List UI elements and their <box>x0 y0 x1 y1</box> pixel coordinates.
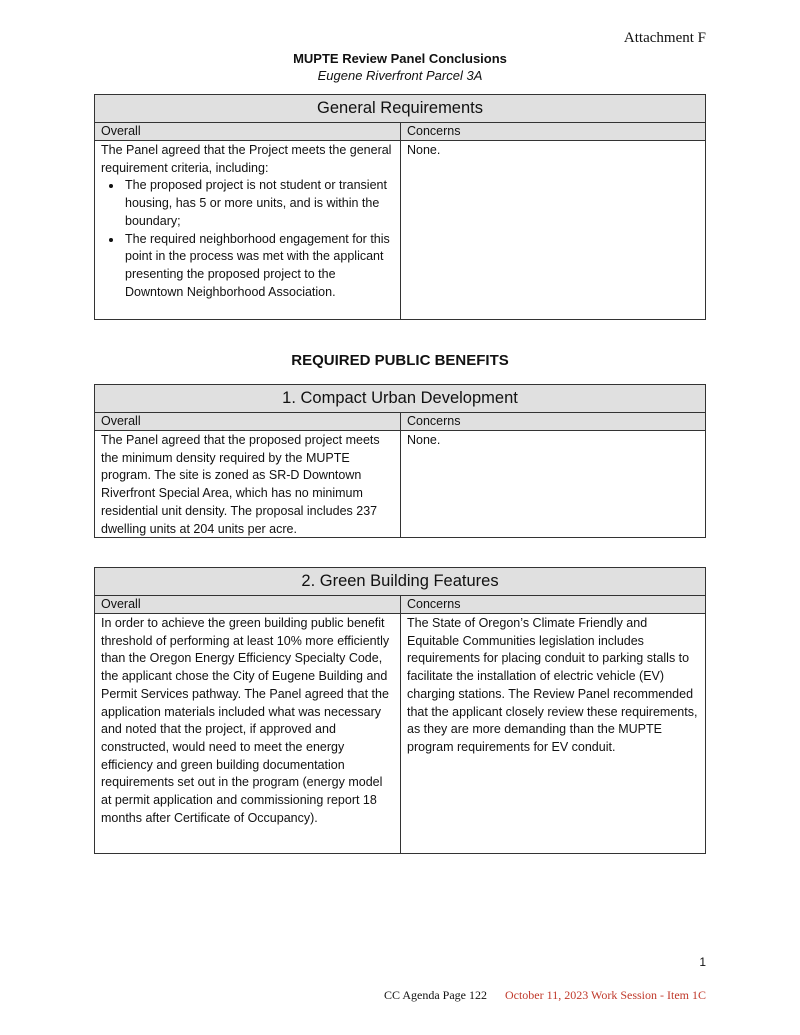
attachment-label: Attachment F <box>623 30 706 46</box>
general-requirements-table <box>94 94 706 320</box>
overall-column-label: Overall <box>95 123 401 140</box>
overall-column-label: Overall <box>95 413 401 430</box>
agenda-page-label: CC Agenda Page 122 <box>383 988 487 1002</box>
green-concerns-cell: The State of Oregon’s Climate Friendly and Equitable Communities legislation includes requirements for placing conduit to parking stalls to facilitate the installation of electric vehicle (EV) charging stations. The Review Panel recommended that the applicant closely review these requirements, as they are more demanding than the MUPTE program requirements for EV conduit. <box>407 616 698 754</box>
overall-column-label: Overall <box>95 596 401 613</box>
general-requirements-heading: General Requirements <box>95 95 705 123</box>
compact-overall-cell: The Panel agreed that the proposed project meets the minimum density required by the MUPTE program. The site is zoned as SR-D Downtown Riverfront Special Area, which has no minimum residential unit density. The proposal includes 237 dwelling units at 204 units per acre. <box>95 431 401 538</box>
green-overall-cell: In order to achieve the green building public benefit threshold of performing at least 10% more efficiently than the Oregon Energy Efficiency Specialty Code, the applicant chose the City of Eugene Building and Permit Services pathway. The Panel agreed that the application materials included what was necessary and noted that the project, if approved and constructed, would need to meet the energy efficiency and green building documentation requirements set out in the program (energy model at permit application and commissioning report 18 months after Certificate of Occupancy). <box>95 614 401 854</box>
green-building-features-body <box>95 614 705 854</box>
compact-urban-development-table <box>94 384 706 538</box>
work-session-label: October 11, 2023 Work Session - Item 1C <box>504 988 706 1002</box>
page-footer <box>384 988 706 1003</box>
list-item: • The proposed project is not student or transient housing, has 5 or more units, and is within the boundary; <box>123 177 394 230</box>
document-title-block <box>0 50 800 85</box>
column-header-row <box>95 596 705 614</box>
column-header-row <box>95 413 705 431</box>
section-heading: REQUIRED PUBLIC BENEFITS <box>291 352 509 369</box>
document-subtitle: Eugene Riverfront Parcel 3A <box>317 68 483 83</box>
concerns-column-label: Concerns <box>407 124 461 138</box>
general-concerns-cell: None. <box>407 143 441 157</box>
general-overall-intro: The Panel agreed that the Project meets the general requirement criteria, including: <box>101 143 392 175</box>
general-overall-cell <box>95 141 401 320</box>
green-building-features-heading: 2. Green Building Features <box>95 568 705 596</box>
concerns-column-label: Concerns <box>407 414 461 428</box>
green-building-features-table <box>94 567 706 854</box>
compact-urban-development-heading: 1. Compact Urban Development <box>95 385 705 413</box>
page-number: 1 <box>699 955 706 969</box>
list-item: • The required neighborhood engagement for this point in the process was met with the applicant presenting the proposed project to the Downtown Neighborhood Association. <box>123 231 394 302</box>
document-title: MUPTE Review Panel Conclusions <box>293 51 507 66</box>
general-requirements-body <box>95 141 705 320</box>
column-header-row <box>95 123 705 141</box>
compact-urban-development-body <box>95 431 705 538</box>
general-criteria-list <box>101 177 394 301</box>
concerns-column-label: Concerns <box>407 597 461 611</box>
compact-concerns-cell: None. <box>407 433 441 447</box>
